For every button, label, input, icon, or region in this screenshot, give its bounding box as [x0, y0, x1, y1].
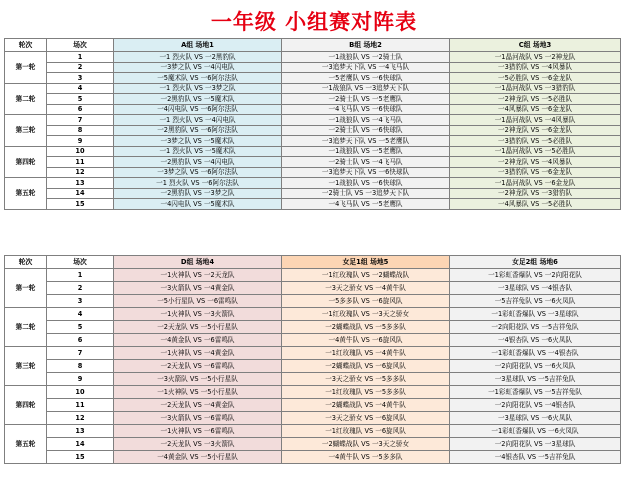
match-cell-g3: 一4银杏队 VS 一5吉祥兔队	[450, 451, 621, 464]
match-cell-g1: 一1 烈火队 VS 一3梦之队	[114, 83, 282, 94]
match-cell-g2: 一3追梦天下队 VS 一5老鹰队	[282, 136, 450, 147]
table-row	[5, 178, 621, 189]
table-row	[5, 386, 621, 399]
match-cell-g3: 一1晶河战队 VS 一5必胜队	[450, 146, 621, 157]
match-cell-g3: 一2神龙队 VS 一4风暴队	[450, 157, 621, 168]
table-row	[5, 308, 621, 321]
round-label: 第二轮	[5, 308, 47, 347]
match-cell-g3: 一5必胜队 VS 一6金龙队	[450, 73, 621, 84]
group-3-header: C组 场地3	[450, 39, 621, 52]
table-row	[5, 115, 621, 126]
match-cell-g3: 一2向阳花队 VS 一6火凤队	[450, 360, 621, 373]
match-cell-g2: 一2蝴蝶战队 VS 一4黄牛队	[282, 399, 450, 412]
match-number: 1	[47, 269, 114, 282]
match-number: 7	[47, 115, 114, 126]
match-cell-g3: 一3猎豹队 VS 一4风暴队	[450, 62, 621, 73]
match-cell-g3: 一3星球队 VS 一6火凤队	[450, 412, 621, 425]
match-cell-g2: 一2蝴蝶战队 VS 一6旋风队	[282, 360, 450, 373]
match-cell-g3: 一1晶河战队 VS 一4风暴队	[450, 115, 621, 126]
table-row	[5, 157, 621, 168]
match-cell-g2: 一1红玫瑰队 VS 一2蝴蝶战队	[282, 269, 450, 282]
round-label: 第一轮	[5, 269, 47, 308]
table-row	[5, 167, 621, 178]
match-cell-g1: 一1火神队 VS 一3火箭队	[114, 308, 282, 321]
match-cell-g2: 一3追梦天下队 VS 一4飞马队	[282, 62, 450, 73]
match-cell-g2: 一1红玫瑰队 VS 一3天之骄女	[282, 308, 450, 321]
match-number: 12	[47, 167, 114, 178]
match-cell-g2: 一3天之骄女 VS 一5多多队	[282, 373, 450, 386]
round-label: 第四轮	[5, 386, 47, 425]
round-label: 第一轮	[5, 52, 47, 84]
table-row	[5, 295, 621, 308]
table-row	[5, 412, 621, 425]
round-label: 第三轮	[5, 347, 47, 386]
match-cell-g1: 一4黄金队 VS 一5小行星队	[114, 451, 282, 464]
match-cell-g3: 一4银杏队 VS 一6火凤队	[450, 334, 621, 347]
match-cell-g3: 一1彩虹香爆队 VS 一2向阳花队	[450, 269, 621, 282]
match-cell-g2: 一1战狼队 VS 一2骑士队	[282, 52, 450, 63]
match-number: 3	[47, 295, 114, 308]
match-number: 9	[47, 136, 114, 147]
match-cell-g2: 一4黄牛队 VS 一5多多队	[282, 451, 450, 464]
match-cell-g2: 一2蝴蝶战队 VS 一5多多队	[282, 321, 450, 334]
match-cell-g3: 一1彩虹香爆队 VS 一3星球队	[450, 308, 621, 321]
match-number: 2	[47, 282, 114, 295]
table-row	[5, 438, 621, 451]
match-number: 14	[47, 188, 114, 199]
match-cell-g2: 一1战狼队 VS 一4飞马队	[282, 115, 450, 126]
table-row	[5, 321, 621, 334]
match-cell-g1: 一3梦之队 VS 一6阿尔法队	[114, 167, 282, 178]
match-cell-g2: 一2骑士队 VS 一6快球队	[282, 125, 450, 136]
match-number: 8	[47, 125, 114, 136]
match-number: 15	[47, 199, 114, 210]
match-header: 场次	[47, 256, 114, 269]
match-cell-g1: 一2天龙队 VS 一6雷鸣队	[114, 360, 282, 373]
match-number: 13	[47, 178, 114, 189]
match-cell-g2: 一1红玫瑰队 VS 一5多多队	[282, 386, 450, 399]
match-cell-g1: 一1 烈火队 VS 一6阿尔法队	[114, 178, 282, 189]
match-cell-g1: 一2天龙队 VS 一3火箭队	[114, 438, 282, 451]
match-cell-g2: 一1红玫瑰队 VS 一6旋风队	[282, 425, 450, 438]
match-cell-g3: 一3猎豹队 VS 一6金龙队	[450, 167, 621, 178]
match-cell-g2: 一4飞马队 VS 一6快球队	[282, 104, 450, 115]
table-row	[5, 451, 621, 464]
match-number: 11	[47, 157, 114, 168]
round-header: 轮次	[5, 39, 47, 52]
table-row	[5, 83, 621, 94]
match-cell-g3: 一2神龙队 VS 一3猎豹队	[450, 188, 621, 199]
match-cell-g2: 一3天之骄女 VS 一4黄牛队	[282, 282, 450, 295]
match-number: 6	[47, 334, 114, 347]
match-cell-g2: 一4黄牛队 VS 一6旋风队	[282, 334, 450, 347]
table-row	[5, 199, 621, 210]
match-cell-g1: 一3火箭队 VS 一5小行星队	[114, 373, 282, 386]
table-row	[5, 125, 621, 136]
match-cell-g2: 一1战狼队 VS 一3追梦天下队	[282, 83, 450, 94]
match-cell-g1: 一4闪电队 VS 一5魔术队	[114, 199, 282, 210]
round-label: 第五轮	[5, 425, 47, 464]
match-cell-g2: 一1战狼队 VS 一6快球队	[282, 178, 450, 189]
match-cell-g3: 一3星球队 VS 一5吉祥兔队	[450, 373, 621, 386]
match-number: 10	[47, 146, 114, 157]
match-cell-g1: 一4黄金队 VS 一6雷鸣队	[114, 334, 282, 347]
group-2-header: 女足1组 场地5	[282, 256, 450, 269]
match-cell-g1: 一5小行星队 VS 一6雷鸣队	[114, 295, 282, 308]
round-label: 第二轮	[5, 83, 47, 115]
table-row	[5, 52, 621, 63]
group-1-header: A组 场地1	[114, 39, 282, 52]
round-label: 第五轮	[5, 178, 47, 210]
match-number: 12	[47, 412, 114, 425]
match-cell-g3: 一2向阳花队 VS 一3星球队	[450, 438, 621, 451]
match-cell-g1: 一1火神队 VS 一2天龙队	[114, 269, 282, 282]
table-row	[5, 347, 621, 360]
table-row	[5, 334, 621, 347]
match-cell-g1: 一1 烈火队 VS 一5魔术队	[114, 146, 282, 157]
round-label: 第三轮	[5, 115, 47, 147]
match-cell-g1: 一2黑豹队 VS 一3梦之队	[114, 188, 282, 199]
match-number: 7	[47, 347, 114, 360]
schedule-table-1	[4, 38, 621, 210]
match-number: 5	[47, 321, 114, 334]
match-cell-g3: 一2神龙队 VS 一6金龙队	[450, 125, 621, 136]
match-cell-g3: 一1晶河战队 VS 一2神龙队	[450, 52, 621, 63]
match-cell-g3: 一4风暴队 VS 一5必胜队	[450, 199, 621, 210]
table-row	[5, 62, 621, 73]
table-row	[5, 136, 621, 147]
match-cell-g1: 一1 烈火队 VS 一2黑豹队	[114, 52, 282, 63]
round-header: 轮次	[5, 256, 47, 269]
match-cell-g3: 一1彩虹香爆队 VS 一4银杏队	[450, 347, 621, 360]
match-number: 5	[47, 94, 114, 105]
match-cell-g1: 一1火神队 VS 一5小行星队	[114, 386, 282, 399]
match-cell-g3: 一1彩虹香爆队 VS 一5吉祥兔队	[450, 386, 621, 399]
table-row	[5, 282, 621, 295]
match-cell-g2: 一3天之骄女 VS 一6旋风队	[282, 412, 450, 425]
table-row	[5, 399, 621, 412]
match-cell-g2: 一1战狼队 VS 一5老鹰队	[282, 146, 450, 157]
match-cell-g1: 一2黑豹队 VS 一5魔术队	[114, 94, 282, 105]
match-cell-g1: 一1 烈火队 VS 一4闪电队	[114, 115, 282, 126]
match-cell-g3: 一5吉祥兔队 VS 一6火凤队	[450, 295, 621, 308]
match-number: 3	[47, 73, 114, 84]
match-number: 13	[47, 425, 114, 438]
match-number: 4	[47, 308, 114, 321]
page-title: 一年级 小组赛对阵表	[210, 10, 418, 34]
match-cell-g3: 一2向阳花队 VS 一4银杏队	[450, 399, 621, 412]
match-number: 9	[47, 373, 114, 386]
match-number: 10	[47, 386, 114, 399]
match-cell-g2: 一2骑士队 VS 一3追梦天下队	[282, 188, 450, 199]
group-3-header: 女足2组 场地6	[450, 256, 621, 269]
match-cell-g1: 一3梦之队 VS 一4闪电队	[114, 62, 282, 73]
match-cell-g1: 一2黑豹队 VS 一4闪电队	[114, 157, 282, 168]
match-number: 8	[47, 360, 114, 373]
match-cell-g1: 一2天龙队 VS 一5小行星队	[114, 321, 282, 334]
match-cell-g3: 一3猎豹队 VS 一5必胜队	[450, 136, 621, 147]
match-header: 场次	[47, 39, 114, 52]
match-cell-g1: 一3火箭队 VS 一4黄金队	[114, 282, 282, 295]
match-number: 1	[47, 52, 114, 63]
match-number: 14	[47, 438, 114, 451]
match-cell-g1: 一1火神队 VS 一4黄金队	[114, 347, 282, 360]
match-cell-g3: 一4风暴队 VS 一6金龙队	[450, 104, 621, 115]
match-cell-g3: 一1晶河战队 VS 一6金龙队	[450, 178, 621, 189]
table-row	[5, 94, 621, 105]
match-cell-g1: 一4闪电队 VS 一6阿尔法队	[114, 104, 282, 115]
match-number: 4	[47, 83, 114, 94]
match-cell-g3: 一2向阳花队 VS 一5吉祥兔队	[450, 321, 621, 334]
match-number: 2	[47, 62, 114, 73]
match-number: 15	[47, 451, 114, 464]
match-cell-g1: 一3梦之队 VS 一5魔术队	[114, 136, 282, 147]
match-number: 11	[47, 399, 114, 412]
match-cell-g2: 一2骑士队 VS 一5老鹰队	[282, 94, 450, 105]
table-row	[5, 373, 621, 386]
table-row	[5, 425, 621, 438]
schedule-table-2	[4, 255, 621, 464]
match-cell-g3: 一3星球队 VS 一4银杏队	[450, 282, 621, 295]
match-cell-g2: 一2蝴蝶战队 VS 一3天之骄女	[282, 438, 450, 451]
match-cell-g2: 一2骑士队 VS 一4飞马队	[282, 157, 450, 168]
round-label: 第四轮	[5, 146, 47, 178]
match-cell-g1: 一3火箭队 VS 一6雷鸣队	[114, 412, 282, 425]
match-number: 6	[47, 104, 114, 115]
table-row	[5, 188, 621, 199]
match-cell-g3: 一2神龙队 VS 一5必胜队	[450, 94, 621, 105]
match-cell-g1: 一2黑豹队 VS 一6阿尔法队	[114, 125, 282, 136]
group-2-header: B组 场地2	[282, 39, 450, 52]
group-1-header: D组 场地4	[114, 256, 282, 269]
match-cell-g2: 一1红玫瑰队 VS 一4黄牛队	[282, 347, 450, 360]
match-cell-g2: 一5多多队 VS 一6旋风队	[282, 295, 450, 308]
match-cell-g3: 一1晶河战队 VS 一3猎豹队	[450, 83, 621, 94]
match-cell-g1: 一5魔术队 VS 一6阿尔法队	[114, 73, 282, 84]
match-cell-g2: 一5老鹰队 VS 一6快球队	[282, 73, 450, 84]
match-cell-g1: 一1火神队 VS 一6雷鸣队	[114, 425, 282, 438]
table-row	[5, 104, 621, 115]
match-cell-g2: 一3追梦天下队 VS 一6快球队	[282, 167, 450, 178]
match-cell-g2: 一4飞马队 VS 一5老鹰队	[282, 199, 450, 210]
match-cell-g1: 一2天龙队 VS 一4黄金队	[114, 399, 282, 412]
table-row	[5, 360, 621, 373]
table-row	[5, 73, 621, 84]
table-row	[5, 269, 621, 282]
match-cell-g3: 一1彩虹香爆队 VS 一6火凤队	[450, 425, 621, 438]
table-row	[5, 146, 621, 157]
